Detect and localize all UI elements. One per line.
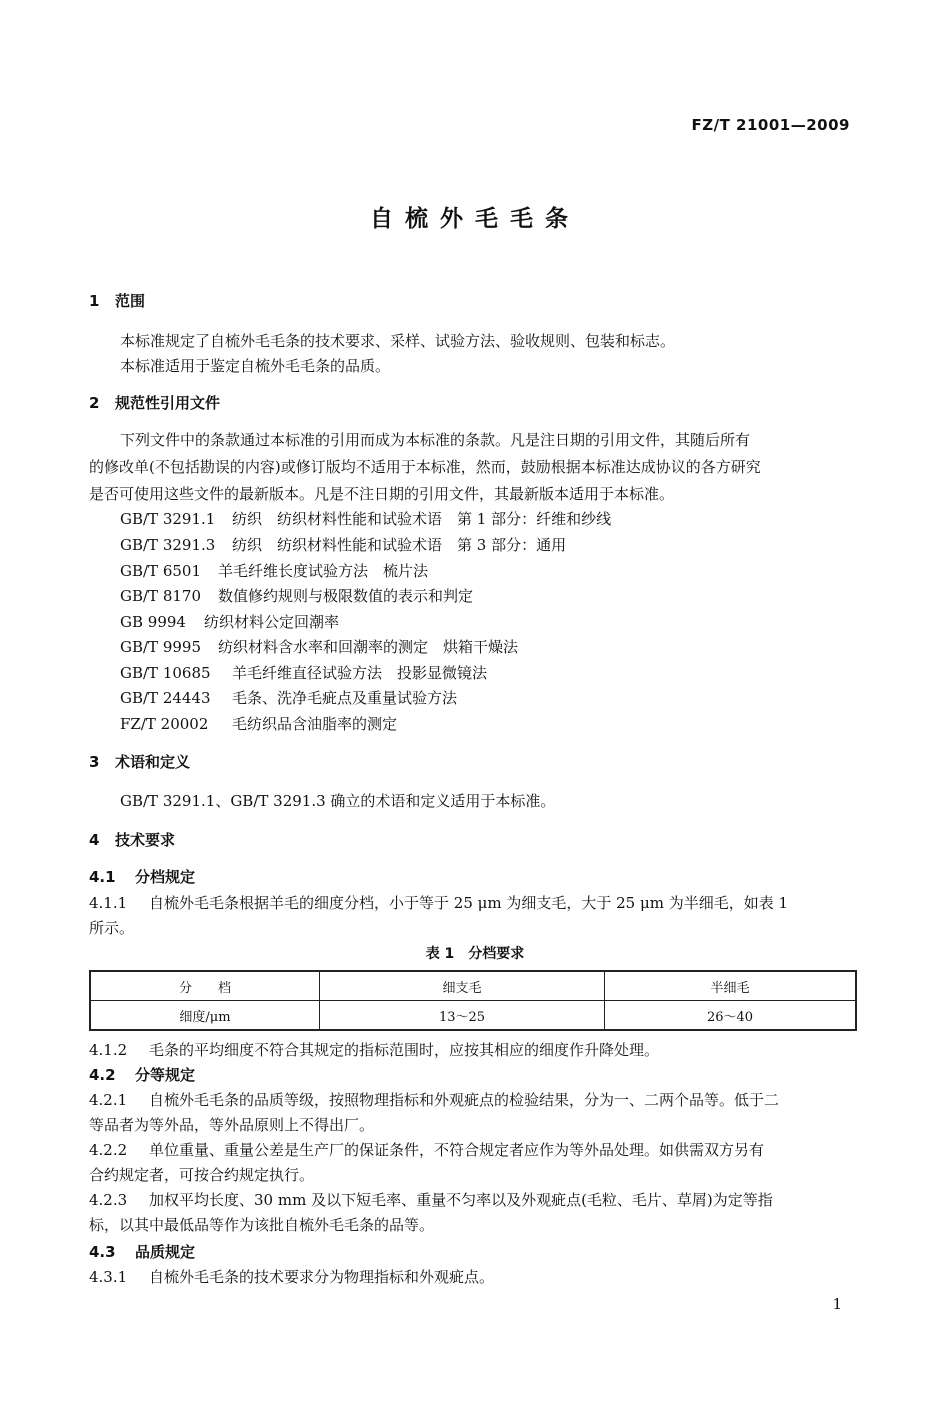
clause-text: 加权平均长度、30 mm 及以下短毛率、重量不匀率以及外观疵点(毛粒、毛片、草屑)为定等指 bbox=[149, 1191, 773, 1209]
subsection-number: 4.1 bbox=[89, 868, 116, 886]
table-header-row bbox=[90, 971, 856, 1001]
section-1-paragraph-2: 本标准适用于鉴定自梳外毛毛条的品质。 bbox=[120, 357, 391, 375]
clause-number: 4.2.3 bbox=[89, 1191, 128, 1209]
clause-4-1-1-line-2: 所示。 bbox=[89, 919, 135, 937]
standard-code: FZ/T 21001—2009 bbox=[691, 116, 850, 134]
section-2-intro-line-3: 是否可使用这些文件的最新版本。凡是不注日期的引用文件，其最新版本适用于本标准。 bbox=[89, 485, 675, 503]
table-cell: 13～25 bbox=[320, 1001, 605, 1031]
document-title: 自梳外毛毛条 bbox=[370, 206, 580, 232]
section-number: 4 bbox=[89, 831, 100, 849]
reference-code: GB/T 8170 bbox=[120, 587, 202, 605]
reference-item bbox=[120, 663, 487, 683]
clause-4-2-1-line-1 bbox=[89, 1090, 779, 1110]
section-2-heading bbox=[89, 393, 220, 413]
reference-item bbox=[120, 637, 518, 657]
table-1-caption: 表 1 分档要求 bbox=[425, 946, 525, 962]
subsection-4-1-heading bbox=[89, 867, 195, 887]
clause-text: 单位重量、重量公差是生产厂的保证条件，不符合规定者应作为等外品处理。如供需双方另有 bbox=[149, 1141, 765, 1159]
clause-number: 4.1.2 bbox=[89, 1041, 128, 1059]
section-3-heading bbox=[89, 752, 190, 772]
clause-text: 自梳外毛毛条根据羊毛的细度分档，小于等于 25 μm 为细支毛，大于 25 μm 为半细毛，如表 1 bbox=[149, 894, 789, 912]
clause-number: 4.2.1 bbox=[89, 1091, 128, 1109]
subsection-title: 分档规定 bbox=[135, 868, 196, 886]
clause-text: 毛条的平均细度不符合其规定的指标范围时，应按其相应的细度作升降处理。 bbox=[149, 1041, 660, 1059]
table-row bbox=[90, 1001, 856, 1031]
subsection-title: 分等规定 bbox=[135, 1066, 196, 1084]
clause-4-2-3-line-1 bbox=[89, 1190, 773, 1210]
clause-number: 4.2.2 bbox=[89, 1141, 128, 1159]
reference-title: 羊毛纤维长度试验方法 梳片法 bbox=[218, 562, 429, 580]
reference-code: GB/T 3291.1 bbox=[120, 510, 216, 528]
subsection-4-2-heading bbox=[89, 1065, 195, 1085]
clause-number: 4.3.1 bbox=[89, 1268, 128, 1286]
reference-item bbox=[120, 688, 457, 708]
subsection-number: 4.3 bbox=[89, 1243, 116, 1261]
reference-code: GB/T 10685 bbox=[120, 664, 211, 682]
clause-4-1-2 bbox=[89, 1040, 659, 1060]
clause-4-3-1 bbox=[89, 1267, 494, 1287]
reference-item bbox=[120, 561, 428, 581]
clause-text: 自梳外毛毛条的技术要求分为物理指标和外观疵点。 bbox=[149, 1268, 495, 1286]
clause-4-2-1-line-2: 等品者为等外品，等外品原则上不得出厂。 bbox=[89, 1116, 375, 1134]
reference-item bbox=[120, 535, 566, 555]
clause-4-2-2-line-1 bbox=[89, 1140, 764, 1160]
table-header-cell: 半细毛 bbox=[605, 971, 857, 1001]
reference-title: 数值修约规则与极限数值的表示和判定 bbox=[218, 587, 474, 605]
clause-4-1-1-line-1 bbox=[89, 893, 788, 913]
section-number: 3 bbox=[89, 753, 100, 771]
clause-4-2-3-line-2: 标，以其中最低品等作为该批自梳外毛毛条的品等。 bbox=[89, 1216, 435, 1234]
reference-title: 毛条、洗净毛疵点及重量试验方法 bbox=[232, 689, 458, 707]
section-number: 2 bbox=[89, 394, 100, 412]
section-3-paragraph: GB/T 3291.1、GB/T 3291.3 确立的术语和定义适用于本标准。 bbox=[120, 792, 556, 810]
clause-number: 4.1.1 bbox=[89, 894, 128, 912]
page-number: 1 bbox=[832, 1295, 842, 1313]
section-2-intro-line-2: 的修改单(不包括勘误的内容)或修订版均不适用于本标准，然而，鼓励根据本标准达成协议的各方研究 bbox=[89, 458, 761, 476]
section-2-intro-line-1: 下列文件中的条款通过本标准的引用而成为本标准的条款。凡是注日期的引用文件，其随后所有 bbox=[120, 431, 751, 449]
clause-text: 自梳外毛毛条的品质等级，按照物理指标和外观疵点的检验结果，分为一、二两个品等。低于二 bbox=[149, 1091, 780, 1109]
reference-title: 羊毛纤维直径试验方法 投影显微镜法 bbox=[232, 664, 488, 682]
reference-code: GB 9994 bbox=[120, 613, 186, 631]
section-title: 术语和定义 bbox=[115, 753, 191, 771]
reference-title: 纺织材料含水率和回潮率的测定 烘箱干燥法 bbox=[218, 638, 519, 656]
reference-code: FZ/T 20002 bbox=[120, 715, 209, 733]
table-header-cell: 分 档 bbox=[90, 971, 320, 1001]
section-title: 范围 bbox=[115, 292, 146, 310]
subsection-4-3-heading bbox=[89, 1242, 195, 1262]
table-cell: 细度/μm bbox=[90, 1001, 320, 1031]
section-title: 规范性引用文件 bbox=[115, 394, 221, 412]
table-header-cell: 细支毛 bbox=[320, 971, 605, 1001]
clause-4-2-2-line-2: 合约规定者，可按合约规定执行。 bbox=[89, 1166, 315, 1184]
subsection-title: 品质规定 bbox=[135, 1243, 196, 1261]
reference-code: GB/T 24443 bbox=[120, 689, 211, 707]
reference-title: 纺织 纺织材料性能和试验术语 第 3 部分：通用 bbox=[232, 536, 567, 554]
reference-item bbox=[120, 586, 473, 606]
section-1-heading bbox=[89, 291, 145, 311]
reference-code: GB/T 6501 bbox=[120, 562, 202, 580]
section-number: 1 bbox=[89, 292, 100, 310]
table-cell: 26～40 bbox=[605, 1001, 857, 1031]
table-1 bbox=[89, 970, 857, 1031]
section-title: 技术要求 bbox=[115, 831, 176, 849]
section-4-heading bbox=[89, 830, 175, 850]
reference-title: 纺织 纺织材料性能和试验术语 第 1 部分：纤维和纱线 bbox=[232, 510, 612, 528]
reference-title: 纺织材料公定回潮率 bbox=[204, 613, 340, 631]
reference-item bbox=[120, 714, 397, 734]
reference-item bbox=[120, 509, 611, 529]
reference-code: GB/T 3291.3 bbox=[120, 536, 216, 554]
reference-item bbox=[120, 612, 339, 632]
reference-code: GB/T 9995 bbox=[120, 638, 202, 656]
reference-title: 毛纺织品含油脂率的测定 bbox=[232, 715, 398, 733]
subsection-number: 4.2 bbox=[89, 1066, 116, 1084]
section-1-paragraph-1: 本标准规定了自梳外毛毛条的技术要求、采样、试验方法、验收规则、包装和标志。 bbox=[120, 332, 676, 350]
